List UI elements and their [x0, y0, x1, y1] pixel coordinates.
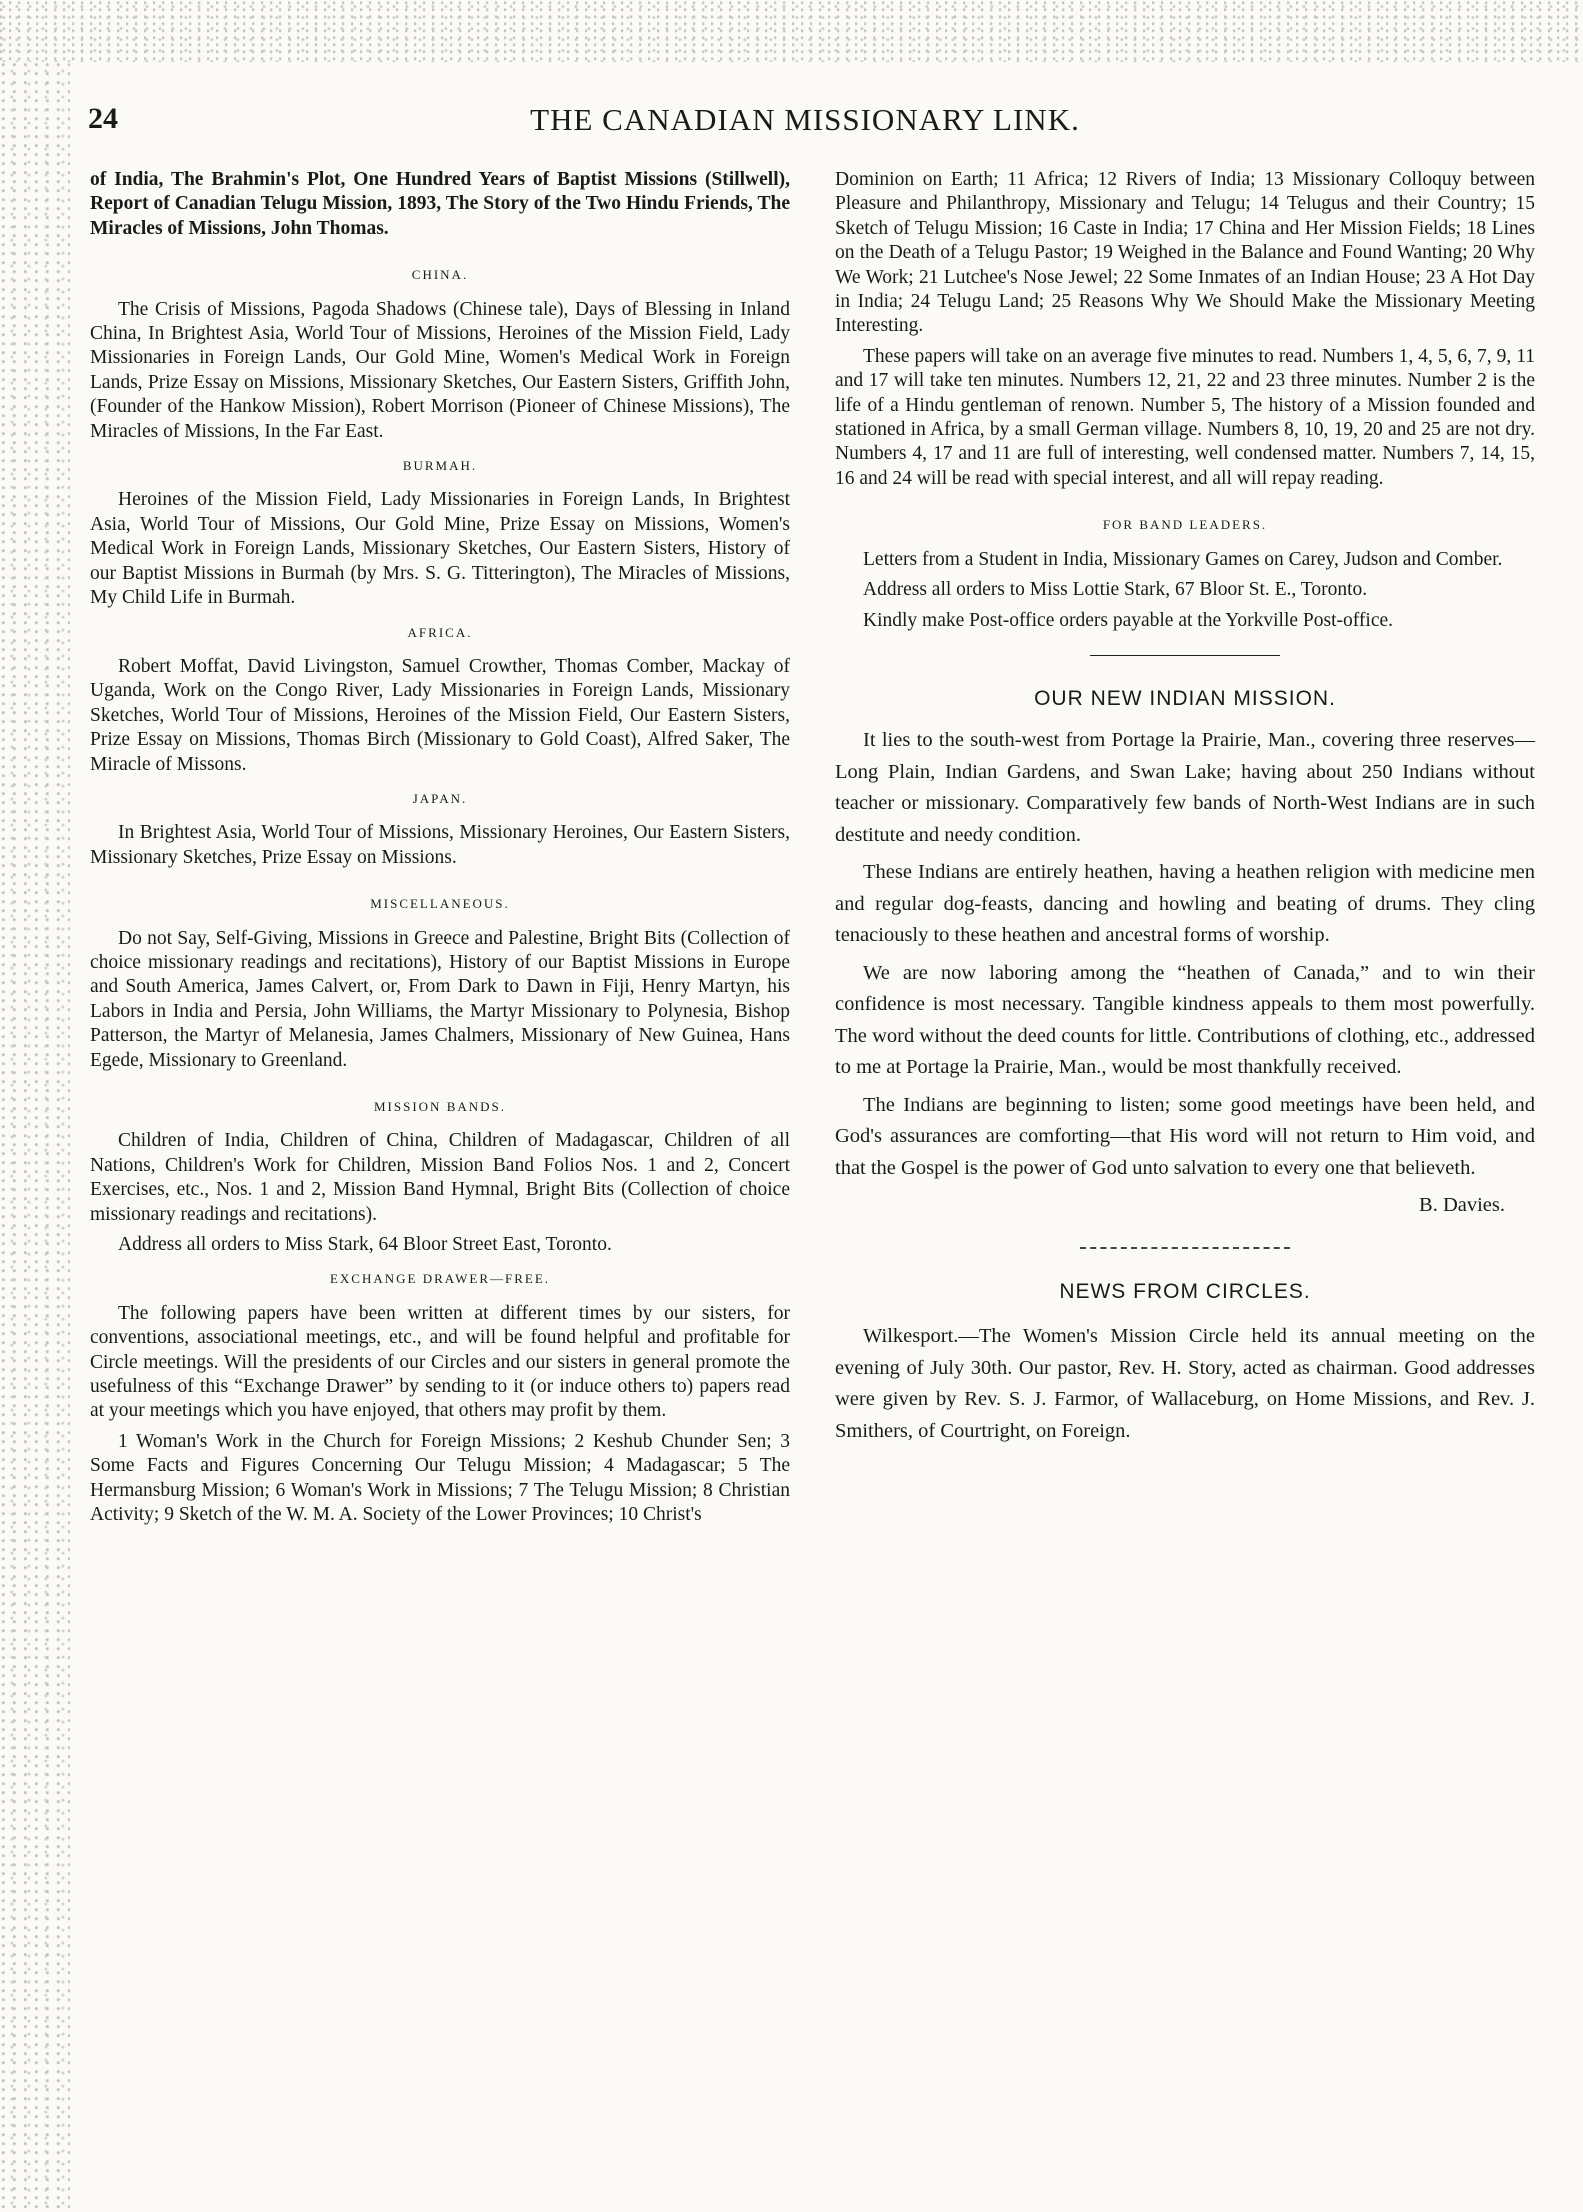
section-divider — [835, 643, 1535, 663]
page-number: 24 — [88, 102, 118, 135]
section-heading-china: CHINA. — [411, 267, 469, 283]
orders-address-paragraph: Address all orders to Miss Lottie Stark, 67 Bloor St. E., Toronto. — [863, 579, 1368, 601]
section-heading-africa: AFRICA. — [407, 624, 473, 640]
section-heading-mission-bands: MISSION BANDS. — [373, 1099, 507, 1114]
papers-list-start: 1 Woman's Work in the Church for Foreign Missions; 2 Keshub Chunder Sen; 3 Some Facts and Figures Concerning Our Telugu Mission; 4 Madagascar; 5 The Hermansburg Mission; 6 Woman's Work in Missions; 7 The Telugu Mission; 8 Christian Activity; 9 Sketch of the W. M. A. Society of the Lower Provinces; 10 Christ's — [90, 1430, 790, 1526]
section-divider-dashed — [835, 1232, 1535, 1252]
burmah-paragraph: Heroines of the Mission Field, Lady Missionaries in Foreign Lands, In Brightest Asia, World Tour of Missions, Our Gold Mine, Prize Essay on Missions, Women's Medical Work in Foreign Lands, Missionary Sketches, Our Eastern Sisters, History of our Baptist Missions in Burmah (by Mrs. S. G. Titterington), The Miracles of Missions, My Child Life in Burmah. — [90, 489, 790, 609]
section-heading-miscellaneous: MISCELLANEOUS. — [370, 896, 510, 912]
indian-mission-paragraph-2: These Indians are entirely heathen, having a heathen religion with medicine men and regular dog-feasts, dancing and howling and beating of drums. They cling tenaciously to these heathen and ancestral forms of worship. — [835, 861, 1535, 947]
section-heading-exchange-drawer: EXCHANGE DRAWER—FREE. — [329, 1271, 551, 1287]
band-leaders-paragraph: Letters from a Student in India, Missionary Games on Carey, Judson and Comber. — [863, 548, 1503, 570]
page-header — [80, 102, 1530, 142]
scan-speckle-left — [0, 62, 70, 2212]
indian-mission-paragraph-4: The Indians are beginning to listen; some good meetings have been held, and God's assurances are comforting—that His word will not return to Him void, and that the Gospel is the power of God unto salvation to every one that believeth. — [835, 1093, 1535, 1179]
papers-note: These papers will take on an average five minutes to read. Numbers 1, 4, 5, 6, 7, 9, 11 and 17 will take ten minutes. Numbers 12, 21, 22 and 23 three minutes. Number 2 is the life of a Hindu gentleman of renown. Number 5, The history of a Mission founded and stationed in Africa, by a small German village. Numbers 8, 10, 19, 20 and 25 are not dry. Numbers 4, 17 and 11 are full of interesting, well condensed matter. Numbers 7, 14, 15, 16 and 24 will be read with special interest, and all will repay reading. — [835, 345, 1535, 489]
section-heading-burmah: BURMAH. — [402, 458, 478, 474]
china-paragraph: The Crisis of Missions, Pagoda Shadows (Chinese tale), Days of Blessing in Inland China, In Brightest Asia, World Tour of Missions, Heroines of the Mission Field, Lady Missionaries in Foreign Lands, Our Gold Mine, Women's Medical Work in Foreign Lands, Prize Essay on Missions, Missionary Sketches, Our Eastern Sisters, Griffith John, (Founder of the Hankow Mission), Robert Morrison (Pioneer of Chinese Missions), The Miracles of Missions, In the Far East. — [90, 298, 790, 442]
exchange-drawer-paragraph: The following papers have been written at different times by our sisters, for conventions, associational meetings, etc., and will be found helpful and profitable for Circle meetings. Will the presidents of our Circles and our sisters in general promote the usefulness of this “Exchange Drawer” by sending to it (or induce others to) papers read at your meetings which you have enjoyed, that others may profit by them. — [90, 1302, 790, 1422]
article-signature: B. Davies. — [1419, 1194, 1505, 1217]
right-column — [835, 168, 1535, 1453]
scan-speckle-top — [0, 0, 1583, 62]
post-office-paragraph: Kindly make Post-office orders payable at the Yorkville Post-office. — [863, 609, 1394, 631]
mission-bands-paragraph: Children of India, Children of China, Children of Madagascar, Children of all Nations, Children's Work for Children, Mission Band Folios Nos. 1 and 2, Concert Exercises, etc., Nos. 1 and 2, Mission Band Hymnal, Bright Bits (Collection of choice missionary readings and recitations). — [90, 1130, 790, 1225]
divider-rule — [1090, 655, 1280, 656]
dashed-divider-rule — [1080, 1247, 1290, 1249]
intro-paragraph: of India, The Brahmin's Plot, One Hundred Years of Baptist Missions (Stillwell), Report of Canadian Telugu Mission, 1893, The Story of the Two Hindu Friends, The Miracles of Missions, John Thomas. — [90, 169, 790, 239]
indian-mission-article — [835, 725, 1535, 1447]
africa-paragraph: Robert Moffat, David Livingston, Samuel Crowther, Thomas Comber, Mackay of Uganda, Work on the Congo River, Lady Missionaries in Foreign Lands, Missionary Sketches, World Tour of Missions, Heroines of the Mission Field, Our Eastern Sisters, Prize Essay on Missions, Thomas Birch (Missionary to Gold Coast), Alfred Saker, The Miracle of Missons. — [90, 655, 790, 775]
section-heading-band-leaders: FOR BAND LEADERS. — [1102, 517, 1268, 533]
journal-title: THE CANADIAN MISSIONARY LINK. — [530, 102, 1080, 137]
papers-list-continued: Dominion on Earth; 11 Africa; 12 Rivers of India; 13 Missionary Colloquy between Pleasure and Philanthropy, Missionary and Telugu; 14 Telugus and their Country; 15 Sketch of Telugu Mission; 16 Caste in India; 17 China and Her Mission Fields; 18 Lines on the Death of a Telugu Pastor; 19 Weighed in the Balance and Found Wanting; 20 Why We Work; 21 Lutchee's Nose Jewel; 22 Some Inmates of an Indian House; 23 A Hot Day in India; 24 Telugu Land; 25 Reasons Why We Should Make the Missionary Meeting Interesting. — [835, 169, 1535, 337]
indian-mission-heading: OUR NEW INDIAN MISSION. — [1034, 686, 1336, 710]
left-column — [90, 168, 790, 1534]
news-from-circles-heading: NEWS FROM CIRCLES. — [1059, 1279, 1311, 1303]
indian-mission-paragraph-3: We are now laboring among the “heathen of Canada,” and to win their confidence is most necessary. Tangible kindness appeals to them most powerfully. The word without the deed counts for little. Contributions of clothing, etc., addressed to me at Portage la Prairie, Man., would be most thankfully received. — [835, 961, 1535, 1079]
news-from-circles-paragraph: Wilkesport.—The Women's Mission Circle held its annual meeting on the evening of July 30th. Our pastor, Rev. H. Story, acted as chairman. Good addresses were given by Rev. S. J. Farmor, of Wallaceburg, on Home Missions, and Rev. J. Smithers, of Courtright, on Foreign. — [835, 1325, 1535, 1442]
indian-mission-paragraph-1: It lies to the south-west from Portage la Prairie, Man., covering three reserves—Long Plain, Indian Gardens, and Swan Lake; having about 250 Indians without teacher or missionary. Comparatively few bands of North-West Indians are in such destitute and needy condition. — [835, 729, 1535, 846]
miscellaneous-paragraph: Do not Say, Self-Giving, Missions in Greece and Palestine, Bright Bits (Collection of choice missionary readings and recitations), History of our Baptist Missions in Europe and South America, James Calvert, or, From Dark to Dawn in Fiji, Henry Martyn, his Labors in India and Persia, John Williams, the Martyr Missionary to Polynesia, Bishop Patterson, the Martyr of Melanesia, James Chalmers, Missionary of New Guinea, Hans Egede, Missionary to Greenland. — [90, 927, 790, 1071]
mission-bands-address: Address all orders to Miss Stark, 64 Bloor Street East, Toronto. — [118, 1234, 612, 1256]
japan-paragraph: In Brightest Asia, World Tour of Missions, Missionary Heroines, Our Eastern Sisters, Missionary Sketches, Prize Essay on Missions. — [90, 822, 790, 868]
section-heading-japan: JAPAN. — [412, 790, 468, 806]
